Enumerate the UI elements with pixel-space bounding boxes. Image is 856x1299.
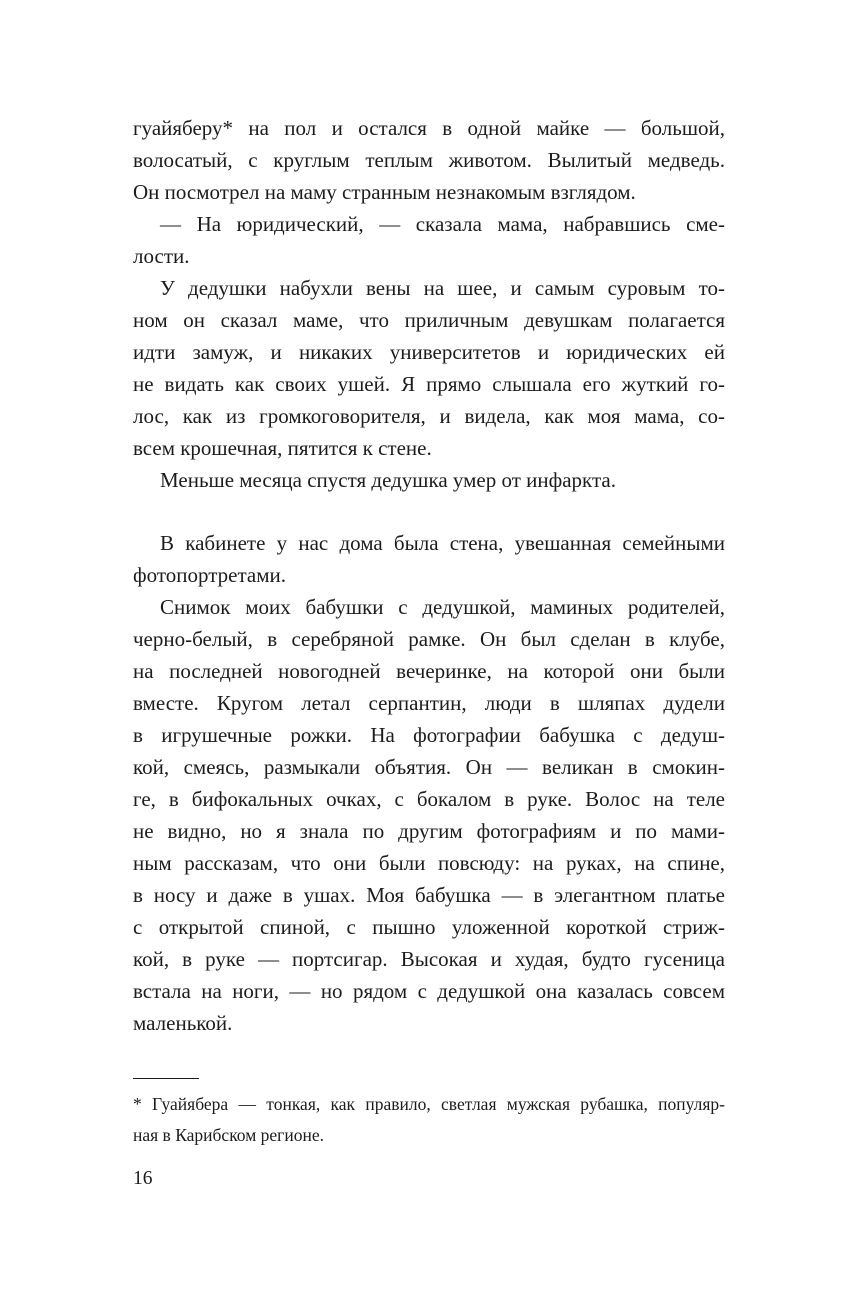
text-line: Он посмотрел на маму странным незнакомым взглядом. <box>133 180 636 204</box>
paragraph <box>133 272 725 464</box>
text-line: вместе. Кругом летал серпантин, люди в шляпах дудели <box>133 691 725 715</box>
text-line: кой, в руке — портсигар. Высокая и худая, будто гусеница <box>133 947 725 971</box>
footnote-divider <box>133 1078 199 1079</box>
body-text <box>133 112 725 1039</box>
text-line: лости. <box>133 244 190 268</box>
footnote <box>133 1078 725 1151</box>
footnote-line: ная в Карибском регионе. <box>133 1125 324 1145</box>
text-line: не видать как своих ушей. Я прямо слышала его жуткий го- <box>133 372 725 396</box>
text-line: У дедушки набухли вены на шее, и самым суровым то- <box>160 276 725 300</box>
text-line: Снимок моих бабушки с дедушкой, маминых родителей, <box>160 595 725 619</box>
text-line: лос, как из громкоговорителя, и видела, как моя мама, со- <box>133 404 725 428</box>
text-line: маленькой. <box>133 1011 233 1035</box>
text-line: черно-белый, в серебряной рамке. Он был сделан в клубе, <box>133 627 725 651</box>
text-line: на последней новогодней вечеринке, на которой они были <box>133 659 725 683</box>
text-line: в носу и даже в ушах. Моя бабушка — в элегантном платье <box>133 883 725 907</box>
paragraph <box>133 464 725 496</box>
paragraph <box>133 112 725 208</box>
text-line: ным рассказам, что они были повсюду: на руках, на спине, <box>133 851 725 875</box>
text-line: идти замуж, и никаких университетов и юридических ей <box>133 340 725 364</box>
page-number: 16 <box>133 1168 153 1189</box>
paragraph <box>133 527 725 591</box>
paragraph <box>133 208 725 272</box>
text-line: ном он сказал маме, что приличным девушкам полагается <box>133 308 725 332</box>
text-line: гуайяберу* на пол и остался в одной майке — большой, <box>133 116 725 140</box>
footnote-line: * Гуайябера — тонкая, как правило, светлая мужская рубашка, популяр- <box>133 1094 725 1114</box>
footnote-lines <box>133 1089 725 1151</box>
text-line: с открытой спиной, с пышно уложенной короткой стриж- <box>133 915 725 939</box>
text-line: встала на ноги, — но рядом с дедушкой она казалась совсем <box>133 979 725 1003</box>
text-line: волосатый, с круглым теплым животом. Вылитый медведь. <box>133 148 725 172</box>
text-line: фотопортретами. <box>133 563 286 587</box>
text-line: в игрушечные рожки. На фотографии бабушка с дедуш- <box>133 723 725 747</box>
text-line: не видно, но я знала по другим фотографиям и по мами- <box>133 819 725 843</box>
text-line: кой, смеясь, размыкали объятия. Он — великан в смокин- <box>133 755 725 779</box>
paragraph <box>133 591 725 1039</box>
text-line: — На юридический, — сказала мама, набравшись сме- <box>160 212 725 236</box>
text-line: Меньше месяца спустя дедушка умер от инфаркта. <box>160 468 616 492</box>
text-line: В кабинете у нас дома была стена, увешанная семейными <box>160 531 725 555</box>
text-line: ге, в бифокальных очках, с бокалом в руке. Волос на теле <box>133 787 725 811</box>
text-line: всем крошечная, пятится к стене. <box>133 436 432 460</box>
